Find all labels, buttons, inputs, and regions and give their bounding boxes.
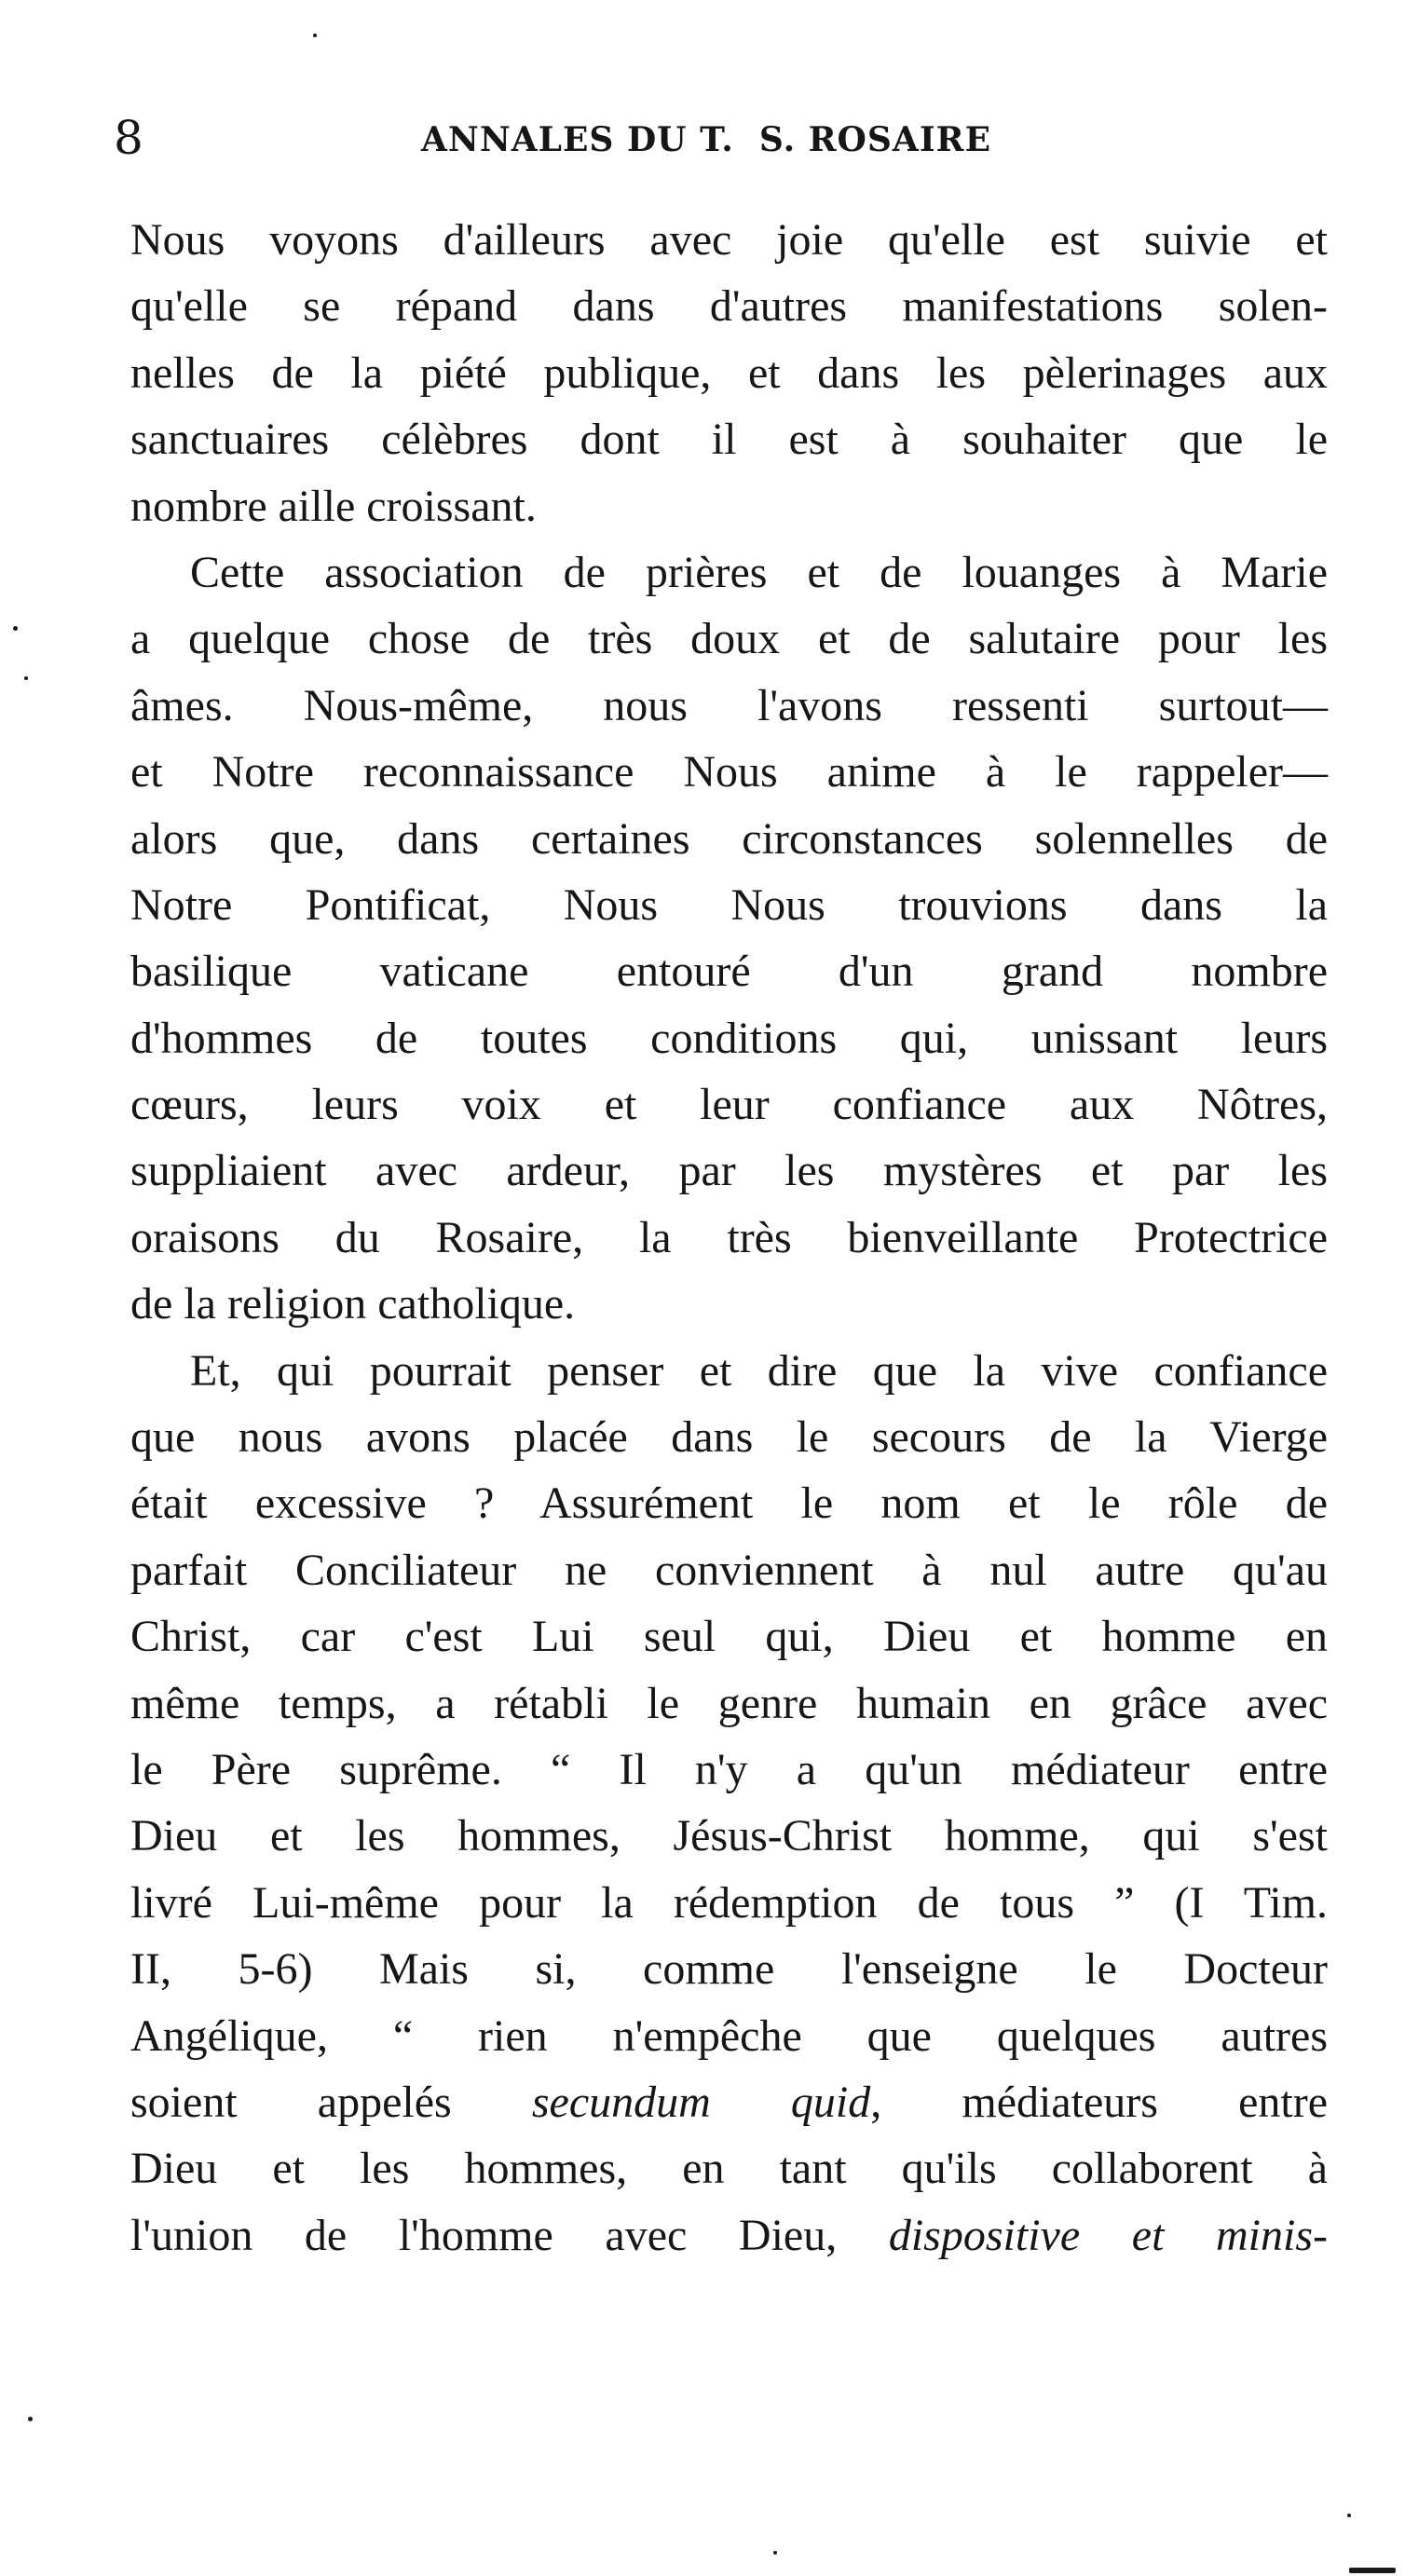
text-line (130, 1404, 1328, 1470)
line-text: qu'elle se répand dans d'autres manifestations solen- (130, 281, 1328, 332)
line-text: Cette association de prières et de louanges à Marie (190, 547, 1328, 597)
line-text: âmes. Nous-même, nous l'avons ressenti surtout— (130, 680, 1328, 730)
text-line (130, 1071, 1328, 1138)
scan-speck (24, 676, 28, 680)
text-line (130, 1005, 1328, 1071)
line-text: cœurs, leurs voix et leur confiance aux Nôtres, (130, 1080, 1328, 1130)
text-line (130, 406, 1328, 472)
running-title: ANNALES DU T. S. ROSAIRE (421, 120, 992, 159)
text-line (130, 2135, 1328, 2201)
scan-speck (13, 626, 18, 631)
scan-speck (1347, 2514, 1351, 2517)
line-text: basilique vaticane entouré d'un grand nombre (130, 947, 1328, 997)
text-line (130, 1803, 1328, 1869)
line-text: II, 5-6) Mais si, comme l'enseigne le Docteur (130, 1944, 1328, 1995)
text-line (130, 340, 1328, 406)
latin-italic-phrase: secundum quid (531, 2077, 871, 2127)
text-line (130, 872, 1328, 938)
line-text: de la religion catholique. (130, 1279, 576, 1329)
line-text: nombre aille croissant. (130, 481, 537, 531)
body-text (130, 207, 1328, 2269)
line-text: l'union de l'homme avec Dieu, (130, 2210, 838, 2260)
scan-speck (1349, 2568, 1396, 2573)
line-text: Nous voyons d'ailleurs avec joie qu'elle est suivie et (130, 215, 1328, 265)
text-line (130, 1870, 1328, 1936)
text-line (130, 1338, 1328, 1404)
text-line (130, 207, 1328, 273)
text-line (130, 2003, 1328, 2069)
line-text: Christ, car c'est Lui seul qui, Dieu et homme en (130, 1612, 1328, 1662)
text-line (130, 1936, 1328, 2002)
line-text: suppliaient avec ardeur, par les mystères et par les (130, 1146, 1328, 1196)
text-line (130, 673, 1328, 739)
line-text: alors que, dans certaines circonstances solennelles de (130, 813, 1328, 864)
text-line (130, 1670, 1328, 1737)
page-number: 8 (114, 111, 143, 165)
line-text: Et, qui pourrait penser et dire que la vive confiance (190, 1345, 1328, 1396)
scan-speck (28, 2417, 33, 2421)
text-line (130, 1205, 1328, 1271)
line-text: livré Lui-même pour la rédemption de tous ” (I Tim. (130, 1877, 1328, 1928)
text-line (130, 539, 1328, 606)
line-text: et Notre reconnaissance Nous anime à le rappeler— (130, 747, 1328, 797)
line-text: Dieu et les hommes, en tant qu'ils collaborent à (130, 2144, 1328, 2194)
text-line (130, 606, 1328, 672)
latin-italic-phrase: dispositive et minis- (888, 2210, 1329, 2260)
text-line (130, 2202, 1328, 2269)
line-text: le Père suprême. “ Il n'y a qu'un médiateur entre (130, 1744, 1328, 1794)
line-text: nelles de la piété publique, et dans les pèlerinages aux (130, 348, 1328, 398)
line-text: Notre Pontificat, Nous Nous trouvions dans la (130, 879, 1328, 930)
text-line (130, 2069, 1328, 2135)
text-line (130, 473, 1328, 539)
line-text: d'hommes de toutes conditions qui, unissant leurs (130, 1013, 1328, 1063)
line-text: soient appelés (130, 2077, 452, 2127)
line-text: parfait Conciliateur ne conviennent à nul autre qu'au (130, 1545, 1328, 1595)
text-line (130, 938, 1328, 1004)
line-text: même temps, a rétabli le genre humain en grâce avec (130, 1678, 1328, 1728)
text-line (130, 1138, 1328, 1204)
text-line (130, 1271, 1328, 1337)
scan-speck (773, 2551, 777, 2555)
text-line (130, 1603, 1328, 1670)
text-line (130, 1537, 1328, 1603)
line-text: que nous avons placée dans le secours de la Vierge (130, 1412, 1328, 1463)
text-line (130, 1470, 1328, 1536)
text-line (130, 739, 1328, 805)
line-text: a quelque chose de très doux et de salutaire pour les (130, 614, 1328, 664)
line-text: Angélique, “ rien n'empêche que quelques autres (130, 2010, 1328, 2061)
line-text: Dieu et les hommes, Jésus-Christ homme, qui s'est (130, 1811, 1328, 1861)
text-line (130, 806, 1328, 872)
text-line (130, 1737, 1328, 1803)
line-text: oraisons du Rosaire, la très bienveillante Protectrice (130, 1212, 1328, 1262)
text-line (130, 273, 1328, 339)
line-text-continued: , médiateurs entre (870, 2077, 1329, 2127)
line-text: était excessive ? Assurément le nom et le rôle de (130, 1479, 1328, 1529)
line-text: sanctuaires célèbres dont il est à souhaiter que le (130, 415, 1328, 465)
scan-speck (313, 34, 317, 37)
